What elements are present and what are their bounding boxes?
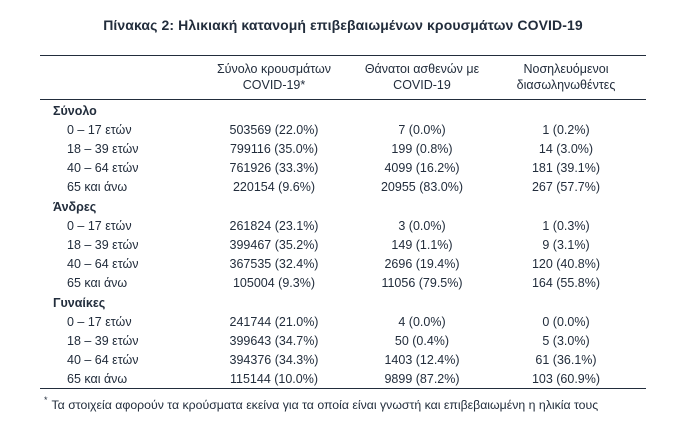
table-row (40, 177, 646, 196)
table-row (40, 139, 646, 158)
footnote-marker: * (44, 395, 48, 405)
cell-deaths: 50 (0.4%) (394, 333, 450, 348)
column-header-intubated (486, 56, 646, 100)
cell-deaths: 20955 (83.0%) (380, 179, 463, 194)
section-label: Σύνολο (53, 104, 97, 118)
table-body (40, 100, 646, 389)
cell-total-cases: 115144 (10.0%) (229, 371, 319, 386)
age-group-label: 40 – 64 ετών (67, 256, 139, 271)
table-row (40, 158, 646, 177)
column-header-deaths-line2: COVID-19 (393, 78, 451, 92)
age-group-label: 0 – 17 ετών (67, 122, 132, 137)
age-group-label: 18 – 39 ετών (67, 333, 139, 348)
cell-deaths: 11056 (79.5%) (381, 275, 463, 290)
section-label: Γυναίκες (53, 296, 106, 310)
section-label: Άνδρες (53, 200, 97, 214)
column-header-intubated-line2: διασωληνωθέντες (516, 78, 616, 92)
cell-total-cases: 399643 (34.7%) (229, 333, 319, 348)
cell-total-cases: 799116 (35.0%) (229, 141, 319, 156)
cell-total-cases: 503569 (22.0%) (229, 122, 319, 137)
age-group-label: 65 και άνω (67, 179, 128, 194)
cell-intubated: 61 (36.1%) (535, 352, 597, 367)
age-group-label: 0 – 17 ετών (67, 314, 132, 329)
age-group-label: 40 – 64 ετών (67, 352, 139, 367)
table-row (40, 331, 646, 350)
cell-total-cases: 105004 (9.3%) (232, 275, 315, 290)
cell-deaths: 4 (0.0%) (398, 314, 446, 329)
cell-total-cases: 367535 (32.4%) (229, 256, 319, 271)
cell-deaths: 9899 (87.2%) (384, 371, 460, 386)
cell-deaths: 7 (0.0%) (398, 122, 446, 137)
cell-deaths: 2696 (19.4%) (384, 256, 460, 271)
cell-intubated: 164 (55.8%) (531, 275, 601, 290)
column-header-cases-line1: Σύνολο κρουσμάτων (216, 62, 332, 76)
age-group-label: 18 – 39 ετών (67, 141, 139, 156)
age-group-label: 65 και άνω (67, 371, 128, 386)
empty-header-cell (40, 56, 190, 100)
age-group-label: 40 – 64 ετών (67, 160, 139, 175)
table-row (40, 235, 646, 254)
footnote-text: Τα στοιχεία αφορούν τα κρούσματα εκείνα για τα οποία είναι γνωστή και επιβεβαιωμένη η ηλικία τους (51, 398, 599, 413)
cell-total-cases: 220154 (9.6%) (232, 179, 315, 194)
column-header-deaths (358, 56, 486, 100)
column-header-cases-line2: COVID-19* (242, 78, 306, 92)
cell-deaths: 4099 (16.2%) (384, 160, 460, 175)
cell-intubated: 0 (0.0%) (542, 314, 590, 329)
cell-intubated: 5 (3.0%) (542, 333, 590, 348)
section-header-row (40, 292, 646, 312)
cell-deaths: 149 (1.1%) (391, 237, 453, 252)
header-row (40, 56, 646, 100)
covid-age-table (40, 55, 646, 389)
age-group-label: 65 και άνω (67, 275, 128, 290)
cell-total-cases: 394376 (34.3%) (229, 352, 319, 367)
cell-intubated: 267 (57.7%) (531, 179, 601, 194)
table-row (40, 120, 646, 139)
column-header-cases (190, 56, 358, 100)
table-title: Πίνακας 2: Ηλικιακή κατανομή επιβεβαιωμένων κρουσμάτων COVID-19 (103, 17, 583, 33)
cell-intubated: 103 (60.9%) (531, 371, 601, 386)
section-header-row (40, 100, 646, 121)
cell-intubated: 14 (3.0%) (538, 141, 594, 156)
column-header-deaths-line1: Θάνατοι ασθενών με (364, 62, 480, 76)
table-row (40, 312, 646, 331)
age-group-label: 0 – 17 ετών (67, 218, 132, 233)
section-header-row (40, 196, 646, 216)
age-group-label: 18 – 39 ετών (67, 237, 139, 252)
table-row (40, 254, 646, 273)
cell-deaths: 199 (0.8%) (391, 141, 453, 156)
cell-total-cases: 761926 (33.3%) (229, 160, 319, 175)
column-header-intubated-line1: Νοσηλευόμενοι (523, 62, 609, 76)
cell-total-cases: 241744 (21.0%) (229, 314, 319, 329)
cell-intubated: 120 (40.8%) (531, 256, 601, 271)
table-row (40, 350, 646, 369)
cell-total-cases: 261824 (23.1%) (229, 218, 319, 233)
cell-intubated: 181 (39.1%) (531, 160, 601, 175)
footnote (44, 394, 686, 413)
cell-total-cases: 399467 (35.2%) (229, 237, 319, 252)
cell-intubated: 1 (0.3%) (542, 218, 590, 233)
table-row (40, 216, 646, 235)
cell-deaths: 1403 (12.4%) (384, 352, 460, 367)
cell-deaths: 3 (0.0%) (398, 218, 446, 233)
table-row (40, 369, 646, 389)
table-header (40, 56, 646, 100)
cell-intubated: 9 (3.1%) (542, 237, 590, 252)
table-row (40, 273, 646, 292)
cell-intubated: 1 (0.2%) (542, 122, 590, 137)
